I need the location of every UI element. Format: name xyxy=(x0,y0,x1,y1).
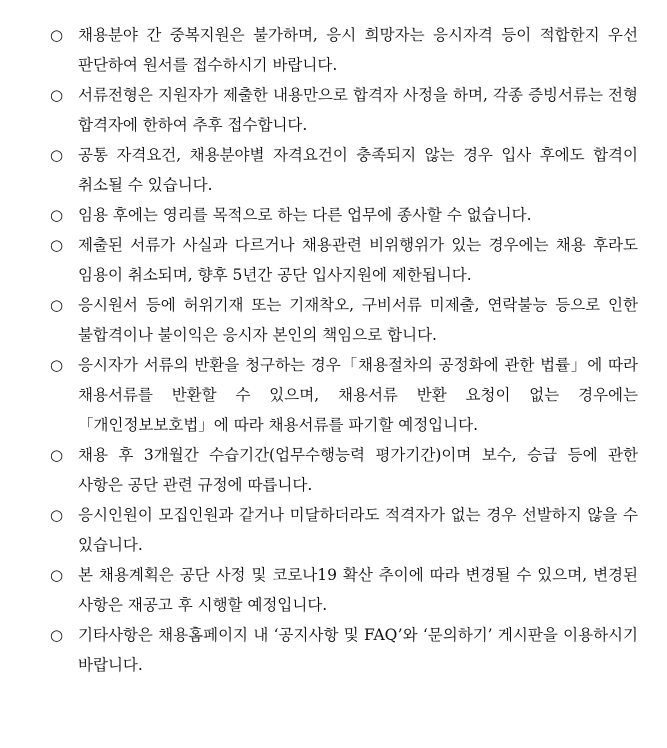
circle-bullet-icon: ○ xyxy=(50,356,64,374)
notice-text: 응시원서 등에 허위기재 또는 기재착오, 구비서류 미제출, 연락불능 등으로 인한 불합격이나 불이익은 응시자 본인의 책임으로 합니다. xyxy=(78,296,638,344)
notice-text: 응시자가 서류의 반환을 청구하는 경우「채용절차의 공정화에 관한 법률」에 따라 채용서류를 반환할 수 있으며, 채용서류 반환 요청이 없는 경우에는「개인정보보호법」에 따라 채용서류를 파기할 예정입니다. xyxy=(78,356,638,434)
circle-bullet-icon: ○ xyxy=(50,236,64,254)
notice-item xyxy=(48,560,638,620)
circle-bullet-icon: ○ xyxy=(50,206,64,224)
notice-item xyxy=(48,20,638,80)
notice-item xyxy=(48,350,638,440)
circle-bullet-icon: ○ xyxy=(50,626,64,644)
circle-bullet-icon: ○ xyxy=(50,146,64,164)
notice-text: 기타사항은 채용홈페이지 내 ‘공지사항 및 FAQ’와 ‘문의하기’ 게시판을 이용하시기 바랍니다. xyxy=(78,626,638,674)
notice-text: 서류전형은 지원자가 제출한 내용만으로 합격자 사정을 하며, 각종 증빙서류는 전형 합격자에 한하여 추후 접수합니다. xyxy=(78,86,638,134)
notice-item xyxy=(48,500,638,560)
notice-text: 채용 후 3개월간 수습기간(업무수행능력 평가기간)이며 보수, 승급 등에 관한 사항은 공단 관련 규정에 따릅니다. xyxy=(78,446,638,494)
circle-bullet-icon: ○ xyxy=(50,566,64,584)
notice-item xyxy=(48,140,638,200)
notice-text: 공통 자격요건, 채용분야별 자격요건이 충족되지 않는 경우 입사 후에도 합격이 취소될 수 있습니다. xyxy=(78,146,638,194)
circle-bullet-icon: ○ xyxy=(50,446,64,464)
circle-bullet-icon: ○ xyxy=(50,26,64,44)
notice-text: 제출된 서류가 사실과 다르거나 채용관련 비위행위가 있는 경우에는 채용 후라도 임용이 취소되며, 향후 5년간 공단 입사지원에 제한됩니다. xyxy=(78,236,638,284)
notice-item xyxy=(48,620,638,680)
notice-text: 채용분야 간 중복지원은 불가하며, 응시 희망자는 응시자격 등이 적합한지 우선 판단하여 원서를 접수하시기 바랍니다. xyxy=(78,26,638,74)
circle-bullet-icon: ○ xyxy=(50,86,64,104)
notice-item xyxy=(48,200,638,230)
notice-text: 본 채용계획은 공단 사정 및 코로나19 확산 추이에 따라 변경될 수 있으며, 변경된 사항은 재공고 후 시행할 예정입니다. xyxy=(78,566,638,614)
notice-text: 응시인원이 모집인원과 같거나 미달하더라도 적격자가 없는 경우 선발하지 않을 수 있습니다. xyxy=(78,506,638,554)
notice-item xyxy=(48,440,638,500)
notice-item xyxy=(48,80,638,140)
notice-list xyxy=(48,20,638,680)
notice-item xyxy=(48,290,638,350)
circle-bullet-icon: ○ xyxy=(50,296,64,314)
circle-bullet-icon: ○ xyxy=(50,506,64,524)
notice-item xyxy=(48,230,638,290)
notice-text: 임용 후에는 영리를 목적으로 하는 다른 업무에 종사할 수 없습니다. xyxy=(78,206,532,224)
